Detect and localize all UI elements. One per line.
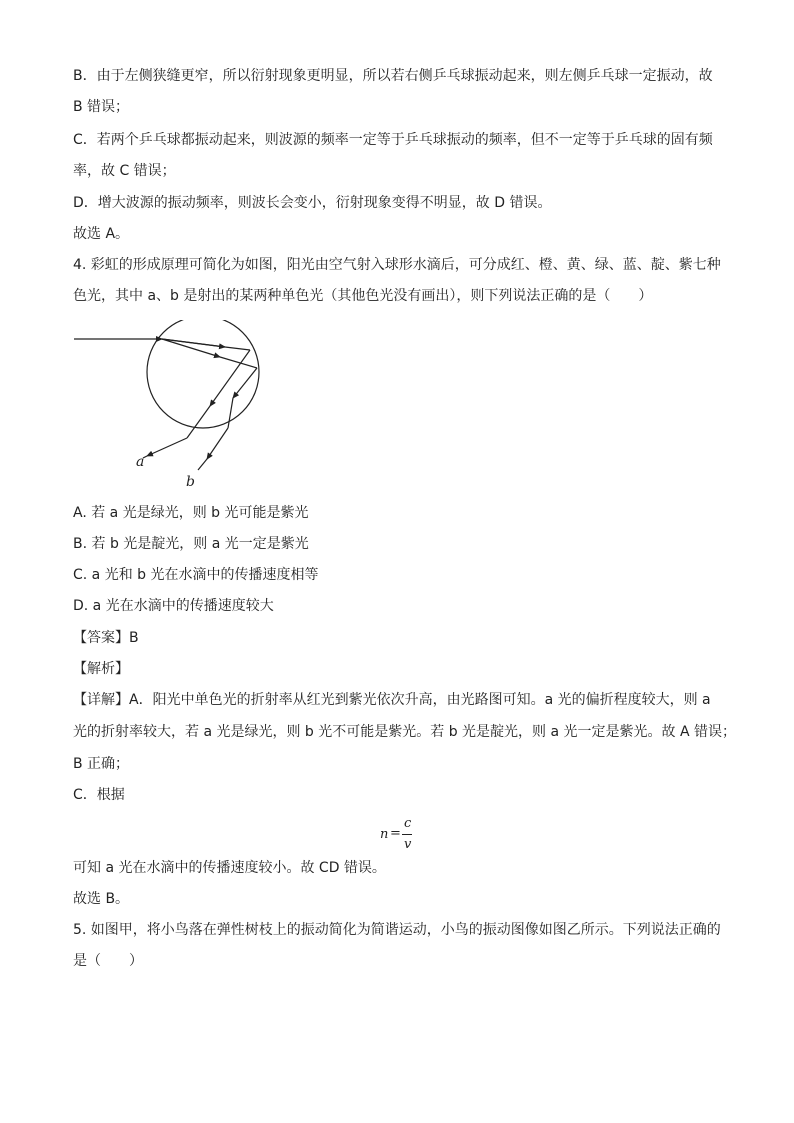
exit-ray-a xyxy=(147,438,187,456)
q4-detail-line2: 光的折射率较大，若 a 光是绿光，则 b 光不可能是紫光。若 b 光是靛光，则 a 光一定是紫光。故 A 错误； xyxy=(73,724,737,740)
q4-option-a: A. 若 a 光是绿光，则 b 光可能是紫光 xyxy=(73,505,309,521)
water-droplet-circle xyxy=(147,320,259,428)
formula-lhs: n xyxy=(380,827,389,842)
q4-stem-line2: 色光，其中 a、b 是射出的某两种单色光（其他色光没有画出），则下列说法正确的是（ ） xyxy=(73,288,653,304)
q3-option-d: D．增大波源的振动频率，则波长会变小，衍射现象变得不明显，故 D 错误。 xyxy=(73,195,552,211)
rainbow-raindrop-diagram xyxy=(70,320,280,495)
q4-detail-line3: B 正确； xyxy=(73,756,130,772)
formula-numerator: c xyxy=(404,816,412,831)
formula-fraction-bar xyxy=(402,834,412,835)
q4-option-c: C. a 光和 b 光在水滴中的传播速度相等 xyxy=(73,567,319,583)
q4-option-d: D. a 光在水滴中的传播速度较大 xyxy=(73,598,274,614)
q5-stem-line1: 5. 如图甲，将小鸟落在弹性树枝上的振动简化为简谐运动，小鸟的振动图像如图乙所示。下列说法正确的 xyxy=(73,922,721,938)
q4-detail-line5: 可知 a 光在水滴中的传播速度较小。故 CD 错误。 xyxy=(73,860,386,876)
q3-conclusion: 故选 A。 xyxy=(73,226,130,242)
formula-equals: = xyxy=(390,826,401,841)
refracted-ray-b xyxy=(162,339,220,357)
label-a: a xyxy=(136,454,145,470)
q4-answer: 【答案】B xyxy=(73,630,139,646)
refracted-ray-a xyxy=(162,339,225,347)
q4-conclusion: 故选 B。 xyxy=(73,891,130,907)
reflected-ray-b xyxy=(233,368,257,398)
q3-option-c-line2: 率，故 C 错误； xyxy=(73,163,176,179)
q3-option-b-line2: B 错误； xyxy=(73,99,130,115)
refractive-index-formula xyxy=(378,815,438,855)
q4-stem-line1: 4. 彩虹的形成原理可简化为如图，阳光由空气射入球形水滴后，可分成红、橙、黄、绿、蓝、靛、紫七种 xyxy=(73,257,721,273)
q4-option-b: B. 若 b 光是靛光，则 a 光一定是紫光 xyxy=(73,536,309,552)
q5-stem-line2: 是（ ） xyxy=(73,953,143,969)
q3-option-c-line1: C．若两个乒乓球都振动起来，则波源的频率一定等于乒乓球振动的频率，但不一定等于乒乓球的固有频 xyxy=(73,132,713,148)
exit-ray-b xyxy=(207,428,228,459)
label-b: b xyxy=(186,474,195,490)
q4-detail-line4: C．根据 xyxy=(73,787,125,803)
formula-denominator: v xyxy=(404,837,412,852)
q3-option-b-line1: B．由于左侧狭缝更窄，所以衍射现象更明显，所以若右侧乒乓球振动起来，则左侧乒乓球一定振动，故 xyxy=(73,68,713,84)
q4-analysis-heading: 【解析】 xyxy=(73,661,129,677)
q4-detail-line1: 【详解】A．阳光中单色光的折射率从红光到紫光依次升高，由光路图可知。a 光的偏折程度较大，则 a xyxy=(73,692,711,708)
reflected-ray-a xyxy=(210,350,250,406)
